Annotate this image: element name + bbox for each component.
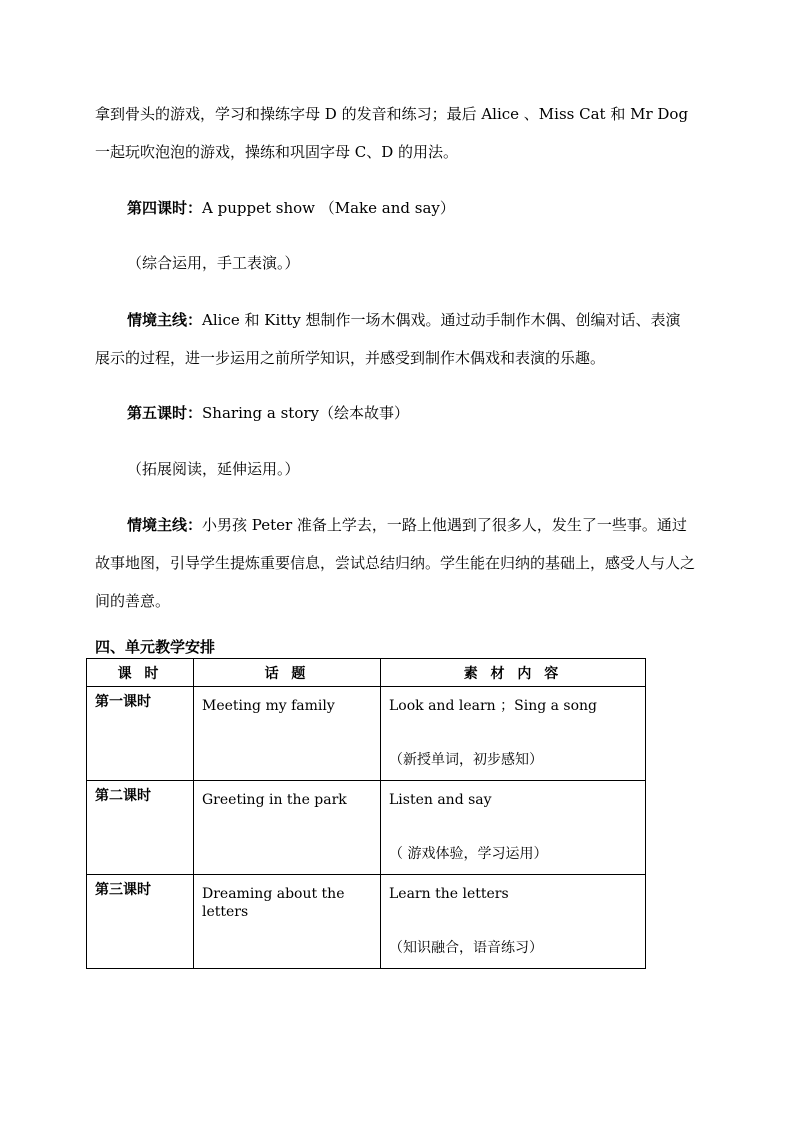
- table-header-row: [87, 659, 646, 687]
- context-text: 小男孩 Peter 准备上学去，一路上他遇到了很多人，发生了一些事。通过故事地图，引导学生提炼重要信息，尝试总结归纳。学生能在归纳的基础上，感受人与人之间的善意。: [95, 516, 696, 610]
- table-row: [87, 875, 646, 969]
- material-note: （ 游戏体验，学习运用）: [389, 846, 548, 862]
- lesson4-heading: [127, 198, 455, 218]
- lesson-text: 第二课时: [95, 788, 151, 804]
- cell-material: [381, 687, 646, 781]
- context-text: Alice 和 Kitty 想制作一场木偶戏。通过动手制作木偶、创编对话、表演展示的过程，进一步运用之前所学知识，并感受到制作木偶戏和表演的乐趣。: [95, 311, 681, 367]
- topic-text: Meeting my family: [202, 698, 335, 714]
- lesson-text: 第一课时: [95, 694, 151, 710]
- cell-topic: [194, 687, 381, 781]
- context-label: 情境主线：: [127, 516, 203, 534]
- section-heading: 四、单元教学安排: [95, 638, 216, 656]
- cell-material: [381, 875, 646, 969]
- cell-topic: [194, 875, 381, 969]
- lesson5-label: 第五课时：: [127, 404, 203, 422]
- lesson5-context: [95, 506, 695, 620]
- topic-text: Dreaming about the letters: [202, 886, 345, 920]
- lesson4-context: [95, 301, 695, 377]
- lesson5-heading: [127, 403, 409, 423]
- material-text: Learn the letters: [389, 886, 509, 902]
- lesson4-note: （综合运用，手工表演。）: [127, 254, 300, 272]
- material-text: Listen and say: [389, 792, 492, 808]
- table-row: [87, 687, 646, 781]
- lesson5-note: （拓展阅读，延伸运用。）: [127, 460, 300, 478]
- cell-lesson: [87, 781, 194, 875]
- material-note: （知识融合，语音练习）: [389, 940, 543, 956]
- lesson4-title: A puppet show （Make and say）: [202, 199, 455, 217]
- lesson-text: 第三课时: [95, 882, 151, 898]
- header-topic: 话 题: [194, 659, 381, 687]
- table-row: [87, 781, 646, 875]
- header-lesson: 课 时: [87, 659, 194, 687]
- paragraph-line: 一起玩吹泡泡的游戏，操练和巩固字母 C、D 的用法。: [95, 143, 459, 161]
- header-material: 素 材 内 容: [381, 659, 646, 687]
- cell-topic: [194, 781, 381, 875]
- context-label: 情境主线：: [127, 311, 203, 329]
- topic-text: Greeting in the park: [202, 792, 347, 808]
- lesson4-label: 第四课时：: [127, 199, 203, 217]
- cell-lesson: [87, 875, 194, 969]
- lesson5-title: Sharing a story（绘本故事）: [202, 404, 410, 422]
- material-note: （新授单词，初步感知）: [389, 752, 543, 768]
- paragraph-line: 拿到骨头的游戏，学习和操练字母 D 的发音和练习；最后 Alice 、Miss Cat 和 Mr Dog: [95, 105, 689, 123]
- material-text: Look and learn ；Sing a song: [389, 698, 598, 714]
- schedule-table: [86, 658, 646, 969]
- cell-lesson: [87, 687, 194, 781]
- cell-material: [381, 781, 646, 875]
